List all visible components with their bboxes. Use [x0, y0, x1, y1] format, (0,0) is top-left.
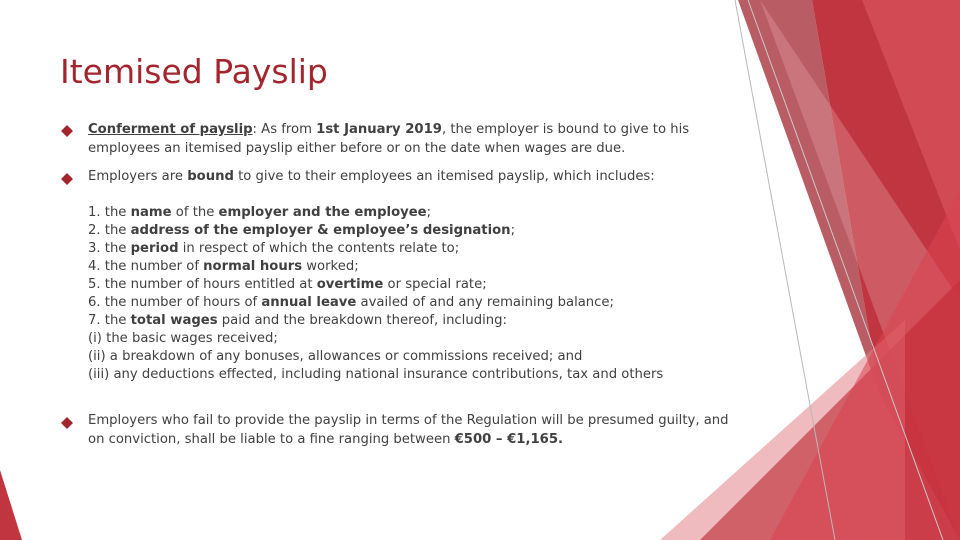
- effective-date: 1st January 2019: [316, 122, 442, 137]
- conferment-term: Conferment of payslip: [88, 122, 253, 137]
- list-item: 1. the name of the employer and the employee;: [88, 205, 432, 220]
- list-item: 3. the period in respect of which the contents relate to;: [88, 241, 460, 256]
- list-subitem: (i) the basic wages received;: [88, 331, 278, 346]
- list-item: 6. the number of hours of annual leave availed of and any remaining balance;: [88, 295, 614, 310]
- list-subitem: (ii) a breakdown of any bonuses, allowances or commissions received; and: [88, 349, 583, 364]
- payslip-contents-list: [88, 204, 738, 384]
- diamond-icon: [60, 172, 74, 186]
- list-item: 7. the total wages paid and the breakdown thereof, including:: [88, 313, 507, 328]
- bullet-conferment: Conferment of payslip: As from 1st January 2019, the employer is bound to give to his employees an itemised payslip either before or on the date when wages are due.: [88, 122, 690, 156]
- bullet-employers-bound: Employers are bound to give to their employees an itemised payslip, which includes:: [88, 169, 655, 184]
- bullet-penalty: Employers who fail to provide the payslip in terms of the Regulation will be presumed guilty, and on conviction, shall be liable to a fine ranging between €500 – €1,165.: [88, 413, 729, 447]
- list-item: 2. the address of the employer & employee’s designation;: [88, 223, 516, 238]
- list-subitem: (iii) any deductions effected, including national insurance contributions, tax and others: [88, 367, 664, 382]
- list-item: 4. the number of normal hours worked;: [88, 259, 359, 274]
- diamond-icon: [60, 416, 74, 430]
- page-title: Itemised Payslip: [60, 52, 328, 91]
- fine-range: €500 – €1,165.: [454, 431, 564, 447]
- diamond-icon: [60, 124, 74, 138]
- list-item: 5. the number of hours entitled at overtime or special rate;: [88, 277, 487, 292]
